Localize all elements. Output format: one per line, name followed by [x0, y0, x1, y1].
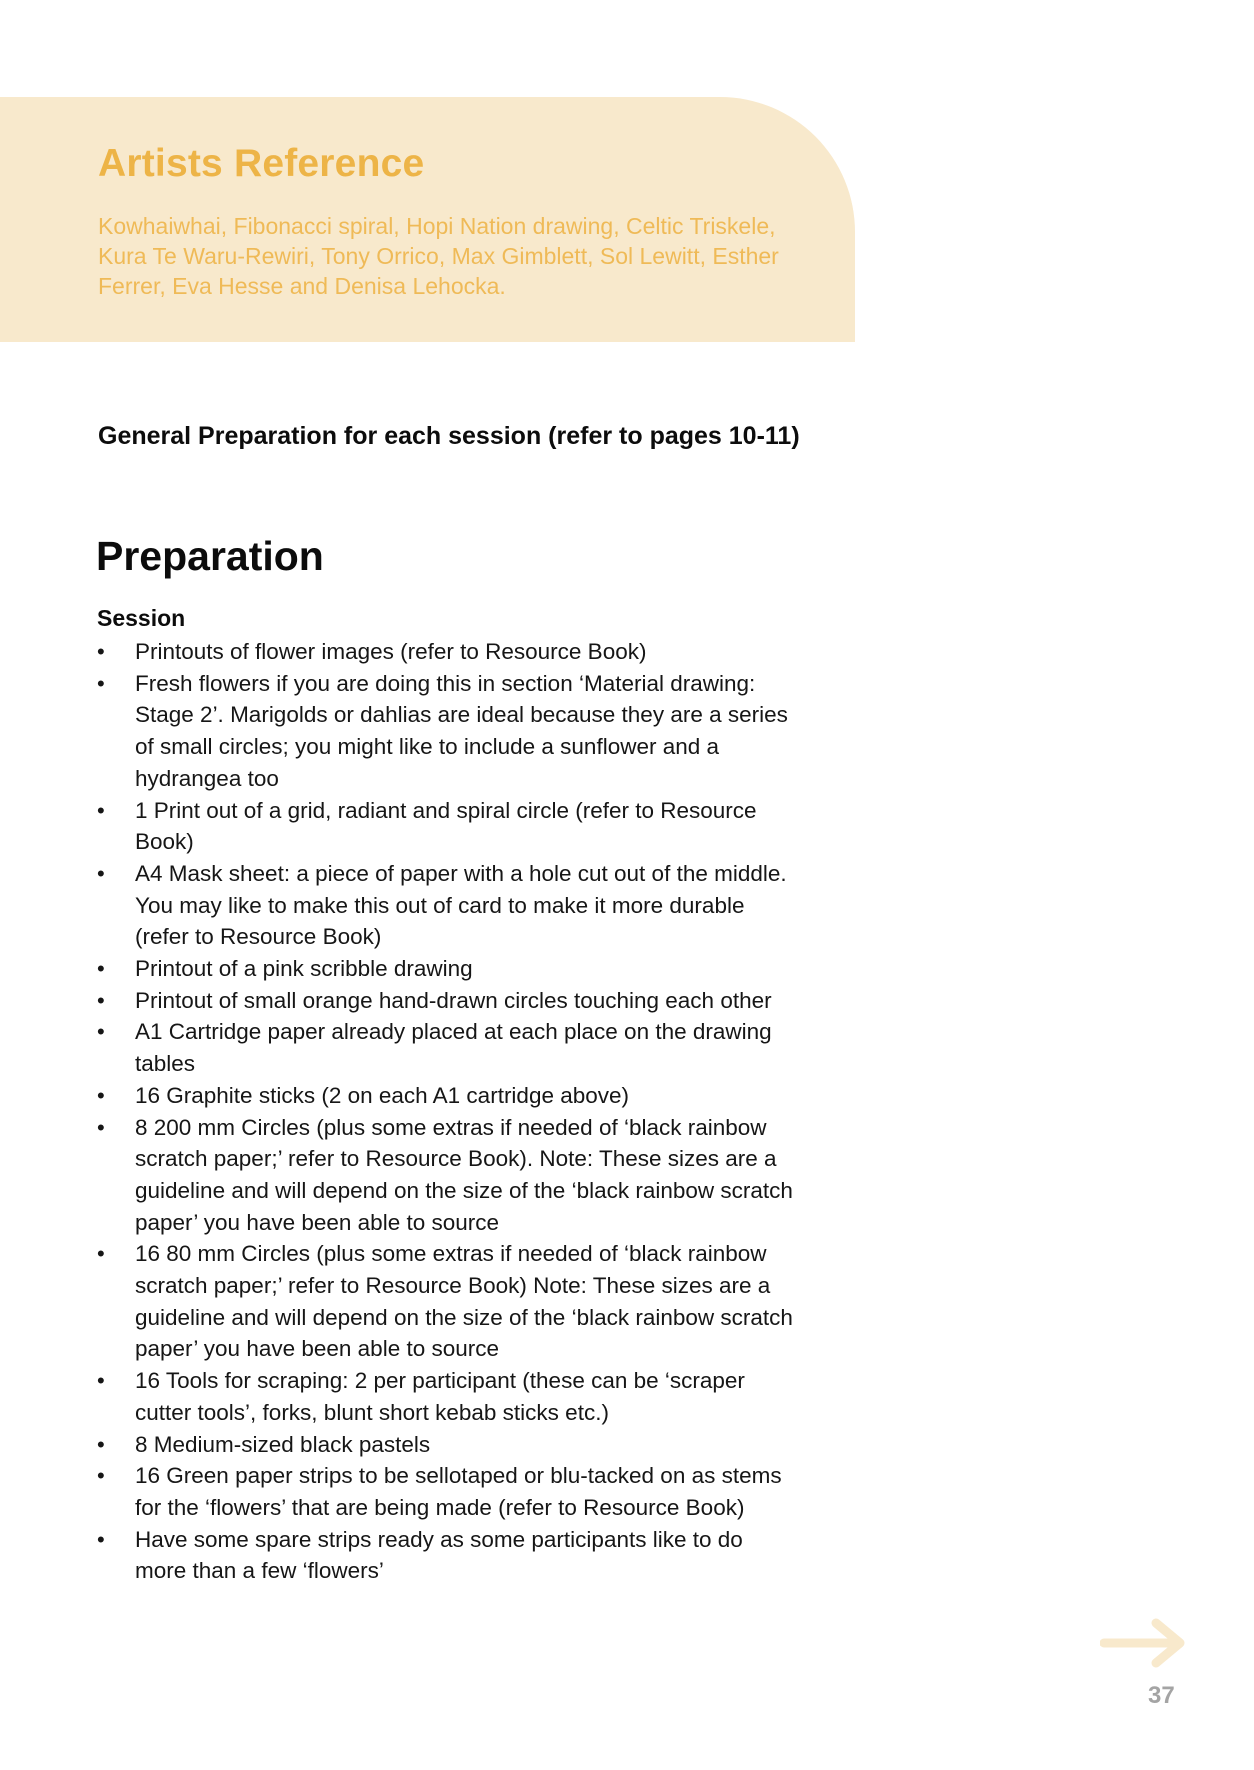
list-item: • Printout of small orange hand-drawn circles touching each other	[97, 985, 797, 1017]
list-item: • 16 Green paper strips to be sellotaped or blu-tacked on as stems for the ‘flowers’ that are being made (refer to Resource Book)	[97, 1460, 797, 1523]
list-item: • 8 200 mm Circles (plus some extras if needed of ‘black rainbow scratch paper;’ refer to Resource Book). Note: These sizes are a guideline and will depend on the size of the ‘black rainbow scratch paper’ you have been able to source	[97, 1112, 797, 1239]
list-item: • Have some spare strips ready as some participants like to do more than a few ‘flowers’	[97, 1524, 797, 1587]
general-preparation-heading: General Preparation for each session (refer to pages 10-11)	[98, 422, 800, 450]
artists-reference-text: Kowhaiwhai, Fibonacci spiral, Hopi Nation drawing, Celtic Triskele, Kura Te Waru-Rewiri, Tony Orrico, Max Gimblett, Sol Lewitt, Esther Ferrer, Eva Hesse and Denisa Lehocka.	[98, 213, 779, 299]
list-item: • 16 Tools for scraping: 2 per participant (these can be ‘scraper cutter tools’, forks, blunt short kebab sticks etc.)	[97, 1365, 797, 1428]
list-item: • Printouts of flower images (refer to Resource Book)	[97, 636, 797, 668]
preparation-title: Preparation	[96, 533, 324, 579]
list-item: • Fresh flowers if you are doing this in section ‘Material drawing: Stage 2’. Marigolds or dahlias are ideal because they are a series of small circles; you might like to include a sunflower and a hydrangea too	[97, 668, 797, 795]
session-label: Session	[97, 605, 186, 631]
preparation-list	[97, 636, 797, 1587]
page-number: 37	[1148, 1682, 1175, 1709]
list-item: • A4 Mask sheet: a piece of paper with a hole cut out of the middle. You may like to make this out of card to make it more durable (refer to Resource Book)	[97, 858, 797, 953]
list-item: • 16 80 mm Circles (plus some extras if needed of ‘black rainbow scratch paper;’ refer to Resource Book) Note: These sizes are a guideline and will depend on the size of the ‘black rainbow scratch paper’ you have been able to source	[97, 1238, 797, 1365]
arrow-right-icon[interactable]	[1100, 1617, 1190, 1669]
list-item: • 16 Graphite sticks (2 on each A1 cartridge above)	[97, 1080, 797, 1112]
list-item: • 1 Print out of a grid, radiant and spiral circle (refer to Resource Book)	[97, 795, 797, 858]
list-item: • 8 Medium-sized black pastels	[97, 1429, 797, 1461]
list-item: • Printout of a pink scribble drawing	[97, 953, 797, 985]
artists-reference-title: Artists Reference	[98, 142, 425, 185]
list-item: • A1 Cartridge paper already placed at each place on the drawing tables	[97, 1016, 797, 1079]
